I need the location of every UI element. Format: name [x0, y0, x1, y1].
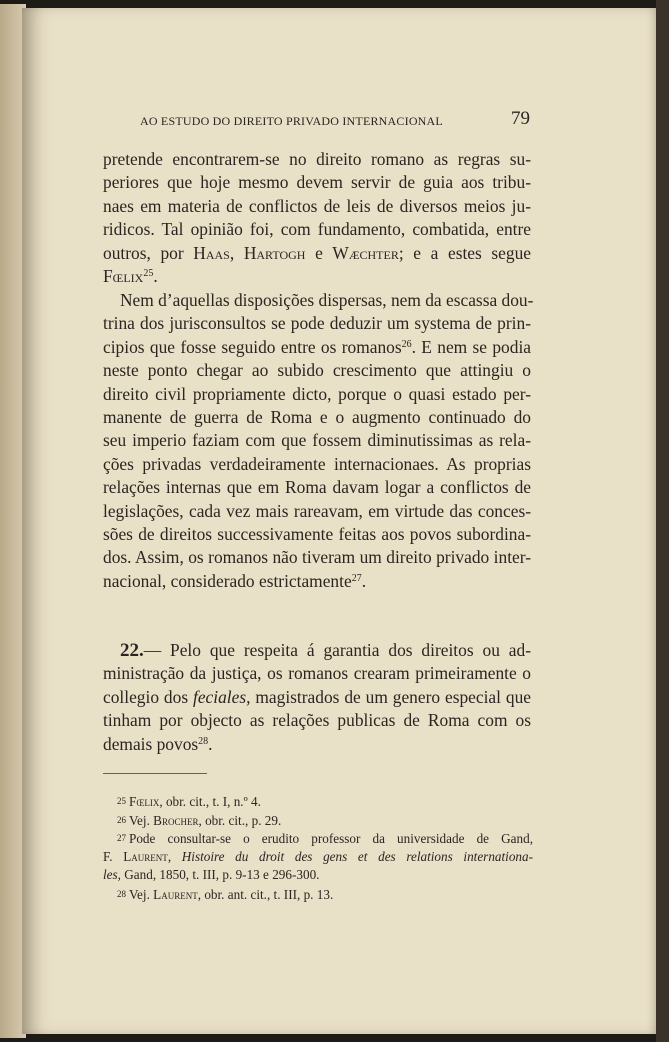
section-22	[103, 639, 531, 756]
text-line: neste ponto chegar ao subido crescimento que attingiu o	[103, 360, 531, 381]
footnote-number: 27	[117, 833, 126, 844]
footnote: 27 Pode consultar-se o erudito professor da universidade de Gand,	[117, 831, 533, 847]
footnote: 28 Vej. Laurent, obr. ant. cit., t. III, p. 13.	[117, 886, 334, 902]
author-name: Fœlix	[103, 265, 144, 286]
page-edge-right	[656, 0, 669, 1042]
section-number: 22.	[120, 640, 144, 661]
text-line: collegio dos feciales, magistrados de um genero especial que	[103, 686, 531, 707]
author-name: Wæchter	[332, 242, 399, 263]
footnote-continuation: les, Gand, 1850, t. III, p. 9-13 e 296-300.	[103, 867, 320, 883]
author-name: Haas	[193, 242, 230, 263]
text-line: ções privadas verdadeiramente internacionaes. As proprias	[103, 453, 531, 474]
footnote: 26 Vej. Brocher, obr. cit., p. 29.	[117, 812, 282, 828]
italic-term: feciales,	[193, 686, 251, 707]
footnote-number: 28	[117, 888, 126, 899]
text-line: ridicos. Tal opinião foi, com fundamento, combatida, entre	[103, 219, 531, 240]
text-line: legislações, cada vez mais rareavam, em virtude das conces-	[103, 500, 531, 521]
footnote-divider	[103, 773, 207, 774]
text-line: sões de direitos successivamente feitas aos povos subordina-	[103, 523, 531, 544]
book-title: les,	[103, 867, 121, 883]
paragraph-2	[103, 289, 534, 593]
footnote: 25 Fœlix, obr. cit., t. I, n.º 4.	[117, 794, 261, 809]
text-line: Fœlix$^{25}$.	[103, 265, 158, 286]
footnote-number: 25	[117, 796, 126, 806]
text-line: direito civil propriamente dicto, porque o quasi estado per-	[103, 383, 531, 404]
footnotes	[103, 792, 533, 904]
text-line: dos. Assim, os romanos não tiveram um direito privado inter-	[103, 547, 531, 568]
author-name: Hartogh	[243, 242, 306, 263]
text-line: manente de guerra de Roma e o augmento continuado do	[103, 406, 531, 427]
paragraph-1	[103, 148, 531, 288]
footnote-ref[interactable]: 26	[401, 338, 412, 350]
text-line: relações internas que em Roma davam logar a conflictos de	[103, 477, 531, 498]
text-line: tinham por objecto as relações publicas de Roma com os	[103, 710, 531, 731]
text-line: outros, por Haas, Hartogh e Wæchter; e a estes segue	[103, 242, 532, 263]
text-line: cipios que fosse seguido entre os romanos$^{26}$. E nem se podia	[103, 336, 532, 357]
footnote-ref[interactable]: 25	[143, 267, 154, 279]
footnote-number: 26	[117, 814, 126, 825]
page-number: 79	[511, 108, 530, 129]
text-line: nacional, considerado estrictamente$^{27}$.	[103, 570, 367, 591]
text-line: periores que hoje mesmo devem servir de guia aos tribu-	[103, 172, 531, 193]
running-title: AO ESTUDO DO DIREITO PRIVADO INTERNACIONAL	[140, 114, 443, 128]
footnote-continuation: F. Laurent, Histoire du droit des gens et des relations internationa-	[103, 848, 534, 864]
text-line: Nem d’aquellas disposições dispersas, nem da escassa dou-	[120, 290, 534, 310]
text-line: demais povos$^{28}$.	[103, 733, 213, 754]
text-line: naes em materia de conflictos de leis de diversos meios ju-	[103, 195, 531, 216]
text-line: seu imperio faziam com que fossem diminutissimas as rela-	[103, 430, 531, 451]
footnote-ref[interactable]: 28	[198, 735, 209, 747]
text-line: ministração da justiça, os romanos crearam primeiramente o	[103, 663, 531, 684]
text-line: trina dos jurisconsultos se pode deduzir um systema de prin-	[103, 313, 531, 334]
footnote-ref[interactable]: 27	[351, 572, 362, 584]
page-header	[120, 108, 530, 132]
text-line: 22.— Pelo que respeita á garantia dos direitos ou ad-	[120, 640, 531, 661]
text-line: pretende encontrarem-se no direito romano as regras su-	[103, 149, 531, 169]
book-title: Histoire du droit des gens et des relations internationa-	[181, 848, 534, 864]
